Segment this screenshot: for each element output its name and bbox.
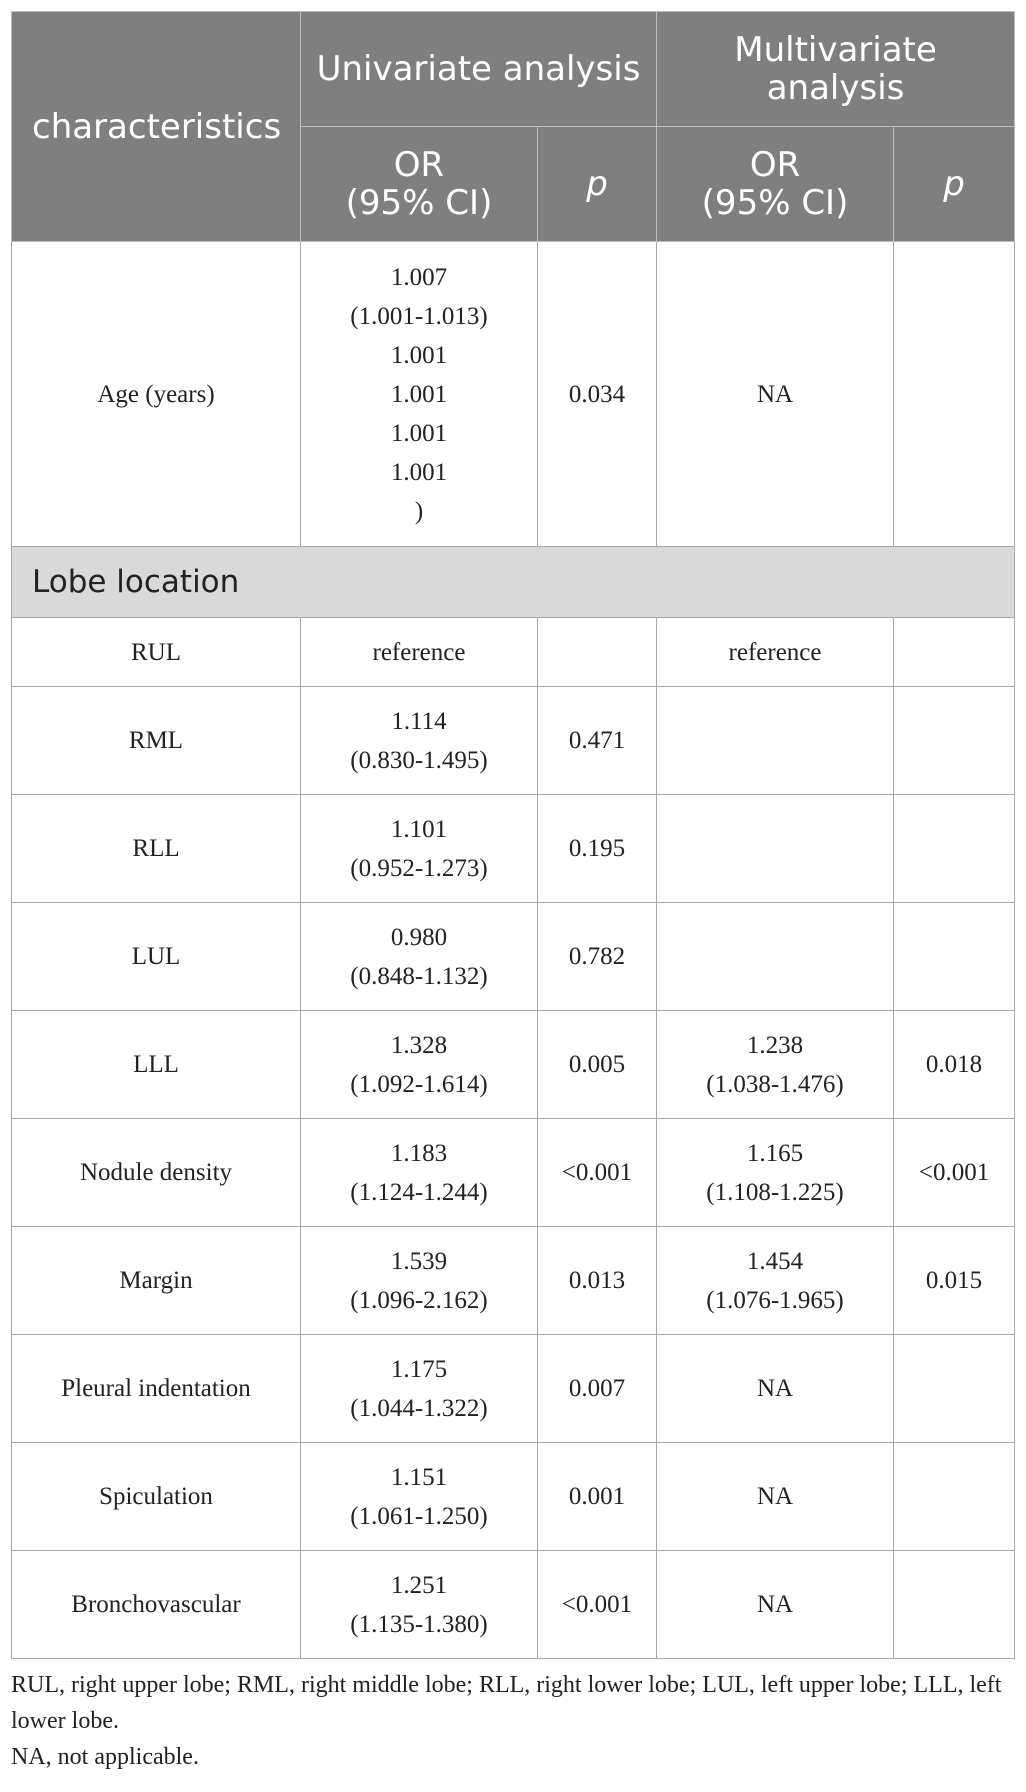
row-label	[12, 1119, 301, 1227]
uni-or-cell-line: 1.151	[390, 1463, 448, 1491]
table-row	[12, 1119, 1015, 1227]
uni-or-cell-line: 1.539	[390, 1247, 448, 1275]
multi-or-cell-line: NA	[756, 1483, 794, 1510]
uni-or-cell	[301, 1551, 538, 1659]
or-line: (1.001-1.013)	[350, 302, 488, 330]
footnote-na: NA, not applicable.	[11, 1744, 199, 1770]
uni-or-cell-line: 0.980	[390, 923, 448, 951]
uni-or-cell-line: 1.251	[390, 1571, 448, 1599]
header-ci-label: (95% CI)	[345, 183, 493, 223]
uni-p-cell-line: 0.013	[568, 1267, 626, 1294]
uni-or-cell	[301, 795, 538, 903]
uni-p-cell	[538, 1011, 657, 1119]
row-label-line: LUL	[131, 943, 181, 970]
header-multivariate: Multivariate analysis	[657, 12, 1015, 127]
header-uni-or-ci	[301, 127, 538, 242]
uni-or-cell-line: (1.061-1.250)	[350, 1502, 488, 1530]
section-label: Lobe location	[12, 547, 1015, 618]
multi-or-cell	[657, 1011, 894, 1119]
multi-p-cell	[894, 795, 1015, 903]
or-line: 1.001	[390, 341, 448, 369]
uni-p-cell	[538, 687, 657, 795]
uni-or-cell-line: (1.044-1.322)	[350, 1394, 488, 1422]
footnote-abbreviations: RUL, right upper lobe; RML, right middle lobe; RLL, right lower lobe; LUL, left upper lobe; LLL, left lower lobe.	[11, 1672, 1002, 1734]
row-label-line: Bronchovascular	[71, 1591, 241, 1618]
header-or-label: OR	[393, 145, 445, 185]
multi-or-cell-line: 1.165	[746, 1139, 804, 1167]
uni-or-cell	[301, 1227, 538, 1335]
multi-p-cell	[894, 687, 1015, 795]
row-label: Age (years)	[12, 242, 301, 547]
row-label	[12, 903, 301, 1011]
row-label	[12, 1551, 301, 1659]
uni-p-cell	[538, 1443, 657, 1551]
table-container	[11, 11, 1014, 1775]
multi-or-cell	[657, 1443, 894, 1551]
uni-p-cell-line: 0.471	[568, 727, 626, 754]
row-label	[12, 1335, 301, 1443]
uni-or-cell-line: 1.101	[390, 815, 448, 843]
table-row-age	[12, 242, 1015, 547]
uni-or-cell	[301, 687, 538, 795]
uni-p-cell	[538, 903, 657, 1011]
header-ci-label: (95% CI)	[701, 183, 849, 223]
uni-or-cell-line: (1.092-1.614)	[350, 1070, 488, 1098]
uni-p-cell-line: 0.005	[568, 1051, 626, 1078]
uni-or-cell	[301, 1011, 538, 1119]
uni-p-cell	[538, 618, 657, 687]
table-row	[12, 903, 1015, 1011]
row-label-line: Margin	[119, 1267, 193, 1294]
multi-or-cell-line: NA	[756, 1375, 794, 1402]
uni-or-cell-line: (0.952-1.273)	[350, 854, 488, 882]
header-multi-or-ci	[657, 127, 894, 242]
table-row	[12, 1227, 1015, 1335]
header-multi-p: p	[894, 127, 1015, 242]
header-uni-p: p	[538, 127, 657, 242]
uni-p-cell-line: <0.001	[561, 1591, 633, 1618]
uni-or-cell	[301, 1335, 538, 1443]
row-label-line: RML	[128, 727, 184, 754]
uni-or-cell	[301, 903, 538, 1011]
multi-p-cell	[894, 1227, 1015, 1335]
or-line: 1.001	[390, 419, 448, 447]
row-label	[12, 1011, 301, 1119]
row-label	[12, 1227, 301, 1335]
table-row-reference	[12, 618, 1015, 687]
multi-or-cell: NA	[657, 242, 894, 547]
multi-or-cell: reference	[657, 618, 894, 687]
multi-or-cell-line: 1.454	[746, 1247, 804, 1275]
multi-or-cell-line: (1.076-1.965)	[706, 1286, 844, 1314]
uni-or-cell-line: 1.183	[390, 1139, 448, 1167]
section-row	[12, 547, 1015, 618]
uni-or-cell-line: (1.124-1.244)	[350, 1178, 488, 1206]
header-characteristics: characteristics	[12, 12, 301, 242]
uni-or-cell-line: (1.096-2.162)	[350, 1286, 488, 1314]
multi-or-cell-line: NA	[756, 1591, 794, 1618]
multi-p-cell-line: 0.015	[925, 1267, 983, 1294]
multi-or-cell	[657, 795, 894, 903]
uni-p-cell	[538, 1119, 657, 1227]
multi-or-cell-line: (1.038-1.476)	[706, 1070, 844, 1098]
or-line: 1.001	[390, 380, 448, 408]
multi-or-cell	[657, 903, 894, 1011]
multi-p-cell	[894, 1335, 1015, 1443]
uni-or-cell	[301, 1119, 538, 1227]
multi-or-cell	[657, 1227, 894, 1335]
multi-p-cell	[894, 618, 1015, 687]
multi-p-cell	[894, 1443, 1015, 1551]
row-label	[12, 1443, 301, 1551]
uni-p-cell	[538, 1551, 657, 1659]
multi-p-cell	[894, 1011, 1015, 1119]
uni-or-cell-line: (1.135-1.380)	[350, 1610, 488, 1638]
row-label-line: Spiculation	[99, 1483, 213, 1510]
uni-or-cell-line: (0.848-1.132)	[350, 962, 488, 990]
row-label	[12, 687, 301, 795]
multi-p-cell-line: <0.001	[918, 1159, 990, 1186]
table-row	[12, 1443, 1015, 1551]
table-row	[12, 687, 1015, 795]
footnotes	[11, 1667, 1014, 1775]
row-label	[12, 795, 301, 903]
multi-or-cell	[657, 687, 894, 795]
row-label-line: Pleural indentation	[61, 1375, 251, 1402]
uni-or-cell-line: (0.830-1.495)	[350, 746, 488, 774]
or-line: )	[414, 497, 424, 525]
uni-p-cell-line: 0.007	[568, 1375, 626, 1402]
uni-p-cell	[538, 795, 657, 903]
table-row	[12, 1335, 1015, 1443]
table-row	[12, 1551, 1015, 1659]
uni-or-cell	[301, 1443, 538, 1551]
table-row	[12, 1011, 1015, 1119]
multi-or-cell	[657, 1335, 894, 1443]
multi-p-cell-line: 0.018	[925, 1051, 983, 1078]
uni-p-cell-line: 0.782	[568, 943, 626, 970]
multi-or-cell-line: (1.108-1.225)	[706, 1178, 844, 1206]
or-line: 1.007	[390, 263, 448, 291]
row-label-line: LLL	[133, 1051, 179, 1078]
uni-p-cell	[538, 1335, 657, 1443]
uni-or-cell: reference	[301, 618, 538, 687]
uni-p-cell	[538, 1227, 657, 1335]
multi-or-cell	[657, 1119, 894, 1227]
uni-or-cell	[301, 242, 538, 547]
uni-or-cell-line: 1.114	[391, 707, 447, 735]
multi-or-cell-line: 1.238	[746, 1031, 804, 1059]
row-label: RUL	[12, 618, 301, 687]
or-line: 1.001	[390, 458, 448, 486]
header-univariate: Univariate analysis	[301, 12, 657, 127]
table-row	[12, 795, 1015, 903]
multi-p-cell	[894, 1119, 1015, 1227]
results-table	[11, 11, 1015, 1659]
uni-or-cell-line: 1.175	[390, 1355, 448, 1383]
multi-p-cell	[894, 903, 1015, 1011]
uni-or-cell-line: 1.328	[390, 1031, 448, 1059]
multi-p-cell	[894, 242, 1015, 547]
uni-p-cell-line: 0.001	[568, 1483, 626, 1510]
header-or-label: OR	[749, 145, 801, 185]
row-label-line: RLL	[132, 835, 180, 862]
uni-p-cell-line: <0.001	[561, 1159, 633, 1186]
uni-p-cell-line: 0.195	[568, 835, 626, 862]
multi-p-cell	[894, 1551, 1015, 1659]
row-label-line: Nodule density	[79, 1159, 233, 1186]
uni-p-cell: 0.034	[538, 242, 657, 547]
multi-or-cell	[657, 1551, 894, 1659]
